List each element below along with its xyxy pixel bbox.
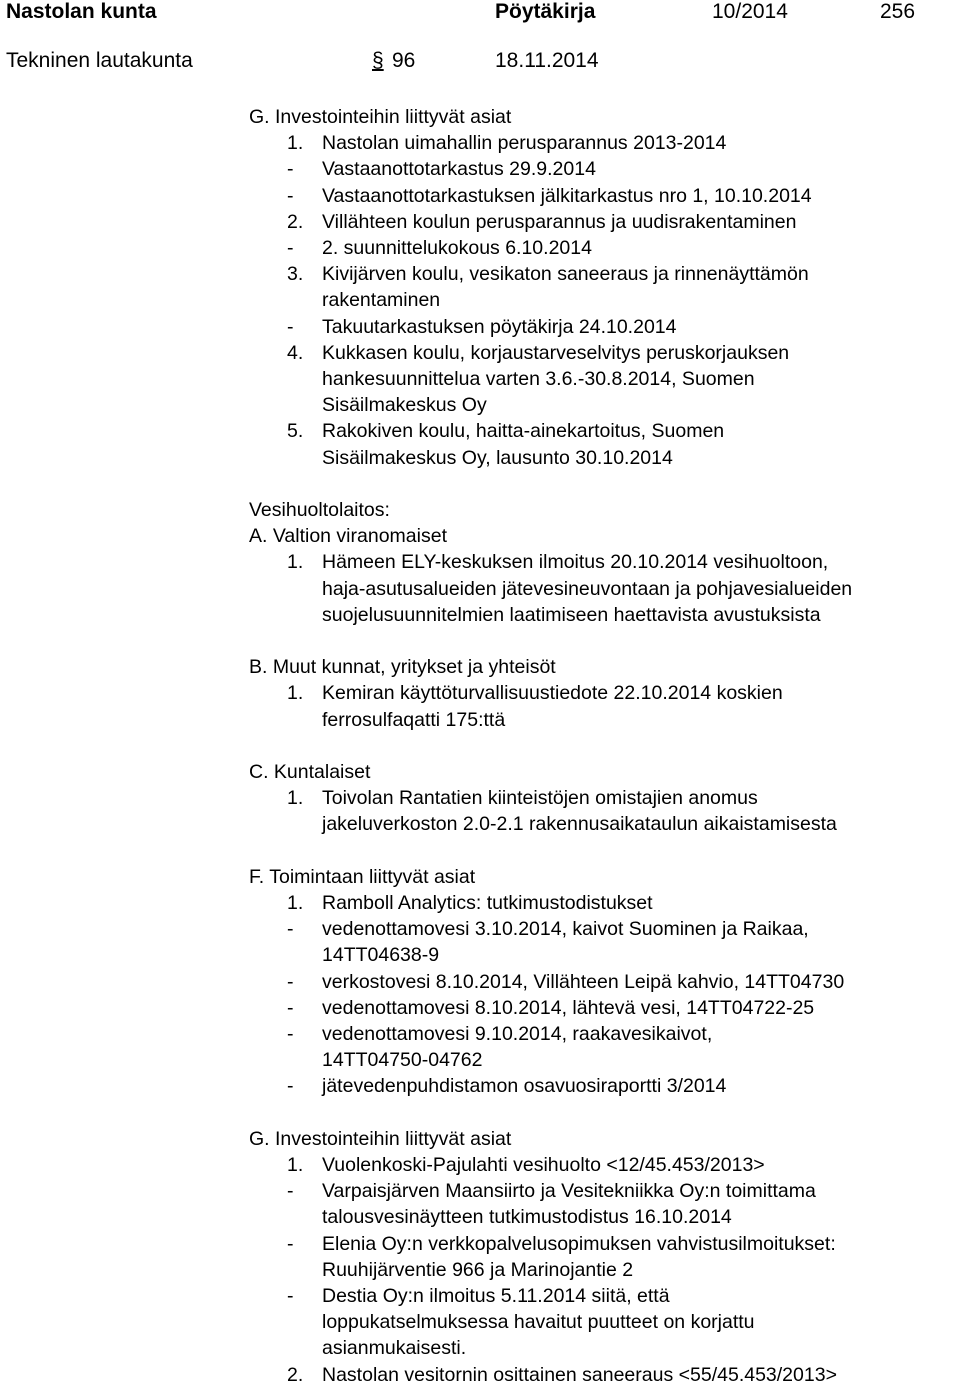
line-label: 1. [287, 132, 304, 155]
line-label: - [287, 237, 294, 259]
line-label: - [287, 918, 294, 941]
line-text: 14TT04638-9 [322, 944, 440, 967]
line-text: Vesihuoltolaitos: [249, 499, 390, 521]
line-text: Ruuhijärventie 966 ja Marinojantie 2 [322, 1258, 634, 1281]
line-text: Vastaanottotarkastus 29.9.2014 [322, 158, 596, 181]
line-text: Varpaisjärven Maansiirto ja Vesitekniikka Oy:n toimittama [322, 1180, 816, 1203]
line-text: Ramboll Analytics: tutkimustodistukset [322, 892, 653, 914]
document-type: Pöytäkirja [495, 0, 596, 23]
line-label: 1. [287, 682, 304, 705]
page-header [0, 0, 960, 80]
section-symbol: § [372, 49, 384, 72]
line-text: jätevedenpuhdistamon osavuosiraportti 3/2014 [322, 1075, 727, 1098]
line-text: ferrosulfaqatti 175:ttä [322, 708, 506, 731]
line-label: 1. [287, 892, 304, 914]
line-text: Vastaanottotarkastuksen jälkitarkastus nro 1, 10.10.2014 [322, 184, 812, 207]
page-number: 256 [880, 0, 916, 23]
line-text: Sisäilmakeskus Oy [322, 394, 487, 417]
line-text: Villähteen koulun perusparannus ja uudisrakentaminen [322, 210, 797, 233]
line-label: - [287, 1075, 294, 1098]
line-text: Kukkasen koulu, korjaustarveselvitys peruskorjauksen [322, 341, 790, 364]
line-label: 1. [287, 787, 304, 810]
line-label: - [287, 184, 294, 207]
line-label: 1. [287, 1154, 304, 1176]
line-text: Hämeen ELY-keskuksen ilmoitus 20.10.2014 vesihuoltoon, [322, 551, 829, 574]
line-text: 14TT04750-04762 [322, 1049, 483, 1072]
board-name: Tekninen lautakunta [6, 49, 193, 72]
line-text: C. Kuntalaiset [249, 761, 371, 783]
line-text: Kivijärven koulu, vesikaton saneeraus ja rinnenäyttämön [322, 263, 809, 286]
line-text: jakeluverkoston 2.0-2.1 rakennusaikataulun aikaistamisesta [322, 813, 837, 836]
line-label: 3. [287, 263, 304, 286]
line-label: 5. [287, 420, 304, 443]
line-label: 4. [287, 341, 304, 364]
line-text: vedenottamovesi 8.10.2014, lähtevä vesi, 14TT04722-25 [322, 996, 815, 1019]
line-label: - [287, 1023, 294, 1045]
line-label: 1. [287, 551, 304, 574]
line-text: 2. suunnittelukokous 6.10.2014 [322, 237, 592, 259]
line-label: 2. [287, 1363, 304, 1386]
issue-number: 10/2014 [712, 0, 788, 23]
line-text: Toivolan Rantatien kiinteistöjen omistajien anomus [322, 787, 758, 810]
line-text: suojelusuunnitelmien laatimiseen haettavista avustuksista [322, 603, 821, 626]
line-text: B. Muut kunnat, yritykset ja yhteisöt [249, 656, 556, 679]
line-label: - [287, 970, 294, 993]
line-text: Takuutarkastuksen pöytäkirja 24.10.2014 [322, 315, 677, 338]
line-label: 2. [287, 210, 304, 233]
line-text: Destia Oy:n ilmoitus 5.11.2014 siitä, että [322, 1285, 670, 1307]
line-label: - [287, 158, 294, 181]
line-label: - [287, 996, 294, 1019]
line-text: G. Investointeihin liittyvät asiat [249, 106, 512, 128]
line-label: - [287, 1180, 294, 1203]
line-label: - [287, 1285, 294, 1307]
line-text: A. Valtion viranomaiset [249, 525, 447, 548]
line-text: Nastolan uimahallin perusparannus 2013-2014 [322, 132, 727, 155]
line-text: haja-asutusalueiden jätevesineuvontaan ja pohjavesialueiden [322, 577, 853, 600]
line-text: loppukatselmuksessa havaitut puutteet on korjattu [322, 1311, 755, 1334]
line-text: talousvesinäytteen tutkimustodistus 16.10.2014 [322, 1206, 732, 1229]
line-text: Nastolan vesitornin osittainen saneeraus <55/45.453/2013> [322, 1363, 837, 1386]
line-text: G. Investointeihin liittyvät asiat [249, 1127, 512, 1150]
meeting-date: 18.11.2014 [495, 49, 599, 72]
municipality-name: Nastolan kunta [6, 0, 157, 23]
line-text: vedenottamovesi 3.10.2014, kaivot Suominen ja Raikaa, [322, 918, 809, 941]
line-text: Rakokiven koulu, haitta-ainekartoitus, Suomen [322, 420, 725, 443]
line-text: Elenia Oy:n verkkopalvelusopimuksen vahvistusilmoitukset: [322, 1232, 836, 1255]
line-text: Vuolenkoski-Pajulahti vesihuolto <12/45.453/2013> [322, 1154, 765, 1176]
line-label: - [287, 315, 294, 338]
line-text: Sisäilmakeskus Oy, lausunto 30.10.2014 [322, 446, 673, 469]
line-text: hankesuunnittelua varten 3.6.-30.8.2014, Suomen [322, 368, 755, 390]
line-text: rakentaminen [322, 289, 441, 312]
line-text: Kemiran käyttöturvallisuustiedote 22.10.2014 koskien [322, 682, 783, 705]
line-label: - [287, 1232, 294, 1255]
line-text: verkostovesi 8.10.2014, Villähteen Leipä kahvio, 14TT04730 [322, 970, 845, 993]
line-text: asianmukaisesti. [322, 1337, 467, 1360]
section-number: 96 [392, 49, 416, 72]
line-text: vedenottamovesi 9.10.2014, raakavesikaivot, [322, 1023, 713, 1045]
line-text: F. Toimintaan liittyvät asiat [249, 865, 476, 888]
